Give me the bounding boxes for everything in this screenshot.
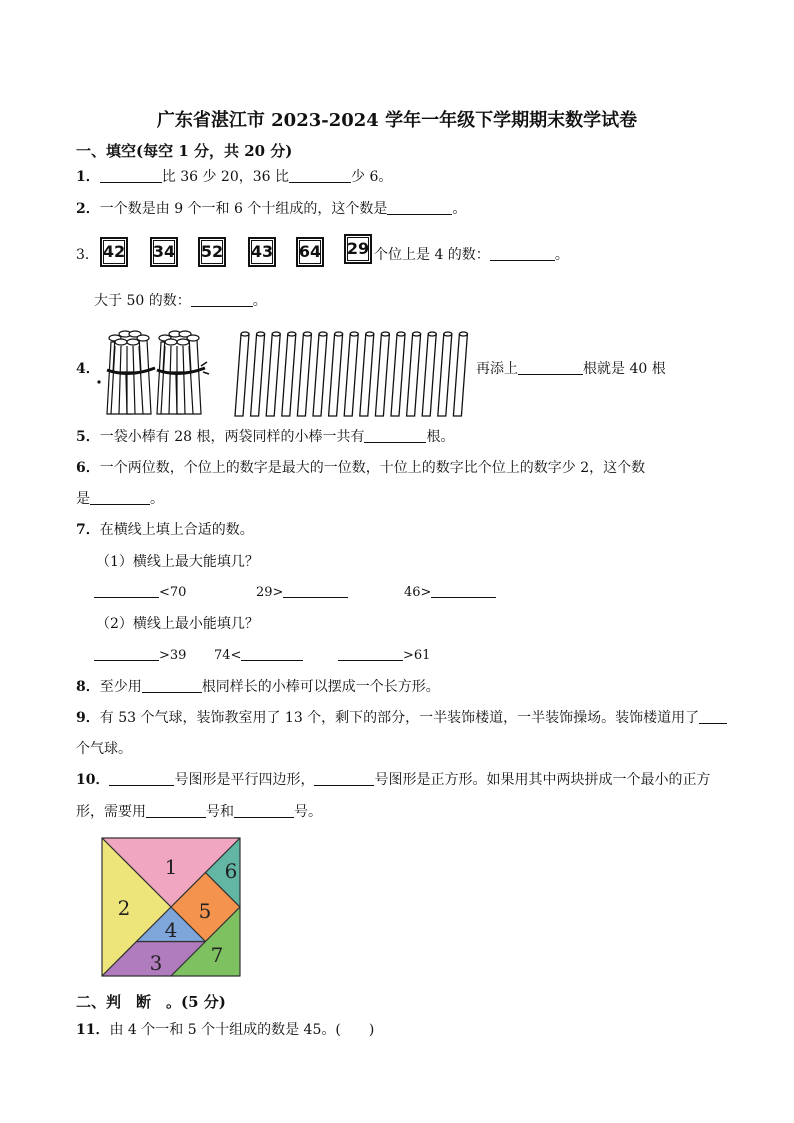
answer-blank[interactable] (146, 803, 206, 818)
stick-icon (266, 334, 280, 416)
question-text: 少 6。 (351, 169, 393, 185)
question-text: 有 53 个气球，装饰教室用了 13 个，剩下的部分，一半装饰楼道，一半装饰操场。装饰楼道用了 (99, 710, 700, 726)
question-number: 2． (76, 201, 100, 217)
question-text: 一个数是由 9 个一和 6 个十组成的，这个数是 (99, 201, 388, 217)
stick-icon (313, 334, 327, 416)
question-9-line-1 (76, 707, 727, 727)
number-card: 43 (248, 237, 276, 267)
tangram-label: 5 (198, 899, 212, 923)
question-6-line-2 (76, 488, 164, 508)
number-card: 64 (296, 237, 324, 267)
question-7-part-2: （2）横线上最小能填几？ (96, 616, 259, 632)
answer-blank[interactable] (109, 771, 174, 786)
answer-blank[interactable] (142, 678, 202, 693)
question-7-item (404, 583, 496, 600)
answer-blank[interactable] (191, 292, 253, 307)
answer-blank[interactable] (94, 646, 159, 661)
tangram-label: 6 (224, 859, 238, 883)
stick-icon (453, 334, 467, 416)
question-text: 在横线上填上合适的数。 (99, 522, 254, 538)
question-number: 10． (76, 772, 110, 788)
answer-blank[interactable] (431, 583, 496, 598)
question-text: 由 4 个一和 5 个十组成的数是 45。( ) (109, 1022, 375, 1038)
answer-blank[interactable] (387, 200, 452, 215)
stick-bundles-illustration (95, 322, 480, 420)
comparison-text: 74< (214, 648, 242, 663)
stick-icon (344, 334, 358, 416)
section-1-heading: 一、填空(每空 1 分，共 20 分) (76, 142, 293, 160)
question-9-line-2: 个气球。 (76, 741, 132, 757)
stick-icon (407, 334, 421, 416)
question-text: 。 (150, 491, 164, 507)
answer-blank[interactable] (283, 583, 348, 598)
question-number: 5． (76, 429, 100, 445)
question-text: 一袋小棒有 28 根，两袋同样的小棒一共有 (99, 429, 365, 445)
tangram-figure (98, 834, 246, 984)
question-number: 8． (76, 679, 100, 695)
question-11 (76, 1019, 374, 1039)
answer-blank[interactable] (338, 646, 403, 661)
question-6-line-1 (76, 457, 645, 477)
stick-icon (282, 334, 296, 416)
question-text: 号和 (206, 804, 234, 820)
answer-blank[interactable] (94, 583, 159, 598)
answer-blank[interactable] (241, 646, 303, 661)
question-number: 1． (76, 169, 100, 185)
question-text: 号。 (294, 804, 322, 820)
question-10-line-1 (76, 769, 710, 789)
comparison-text: 46> (404, 585, 432, 600)
question-7-item (214, 646, 303, 663)
number-card: 29 (344, 234, 372, 264)
question-text: 至少用 (99, 679, 142, 695)
stick-icon (422, 334, 436, 416)
tangram-label: 3 (149, 951, 163, 975)
page-title: 广东省湛江市 2023-2024 学年一年级下学期期末数学试卷 (156, 110, 638, 131)
question-text: 根同样长的小棒可以摆成一个长方形。 (201, 679, 440, 695)
question-5 (76, 426, 454, 446)
loose-sticks-icon (235, 332, 467, 416)
number-card: 34 (150, 237, 178, 267)
question-text: 。 (252, 293, 267, 309)
tangram-label: 7 (210, 943, 224, 967)
answer-blank[interactable] (699, 709, 727, 724)
question-number: 9． (76, 710, 100, 726)
answer-blank[interactable] (234, 803, 294, 818)
question-3-part-a (374, 244, 569, 264)
question-text: 大于 50 的数： (94, 293, 191, 309)
question-7-item (256, 583, 348, 600)
question-text: 根就是 40 根 (583, 361, 666, 377)
tangram-label: 4 (164, 918, 178, 942)
question-7-item (338, 646, 430, 663)
tangram-label: 2 (117, 896, 131, 920)
question-text: 形，需要用 (76, 804, 146, 820)
stick-icon (360, 334, 374, 416)
answer-blank[interactable] (314, 771, 374, 786)
question-text: 是 (76, 491, 90, 507)
tangram-label: 1 (164, 855, 178, 879)
question-3-number: 3． (76, 247, 99, 263)
question-3-part-b (94, 290, 267, 310)
question-number: 6． (76, 460, 100, 476)
section-2-heading: 二、判 断 。(5 分) (76, 993, 226, 1011)
comparison-text: >39 (159, 648, 187, 663)
question-7-item (94, 583, 186, 600)
answer-blank[interactable] (90, 490, 150, 505)
question-text: 个位上是 4 的数： (374, 247, 490, 263)
comparison-text: >61 (403, 648, 431, 663)
question-text: 根。 (426, 429, 455, 445)
stick-icon (329, 334, 343, 416)
question-10-line-2 (76, 801, 322, 821)
question-7 (76, 519, 254, 539)
question-4-number: 4． (76, 361, 100, 377)
stick-icon (391, 334, 405, 416)
stick-icon (235, 334, 249, 416)
question-7-item (94, 646, 186, 663)
question-text: 。 (452, 201, 467, 217)
question-4-text (476, 358, 666, 378)
stick-icon (297, 334, 311, 416)
question-text: 比 36 少 20，36 比 (161, 169, 289, 185)
question-1 (76, 166, 392, 186)
question-text: 号图形是正方形。如果用其中两块拼成一个最小的正方 (374, 772, 711, 788)
answer-blank[interactable] (289, 168, 351, 183)
answer-blank[interactable] (100, 168, 162, 183)
number-card: 52 (198, 237, 226, 267)
question-8 (76, 676, 440, 696)
stick-icon (251, 334, 265, 416)
number-card: 42 (100, 237, 128, 267)
answer-blank[interactable] (364, 428, 426, 443)
bundle-of-ten-icon (157, 331, 209, 414)
comparison-text: 29> (256, 585, 284, 600)
comparison-text: <70 (159, 585, 187, 600)
question-7-part-1: （1）横线上最大能填几？ (96, 554, 259, 570)
stick-icon (375, 334, 389, 416)
answer-blank[interactable] (490, 246, 555, 261)
question-2 (76, 198, 466, 218)
answer-blank[interactable] (518, 360, 583, 375)
question-text: 。 (554, 247, 569, 263)
stick-icon (438, 334, 452, 416)
question-text: 再添上 (476, 361, 518, 377)
bundle-of-ten-icon (107, 331, 155, 414)
question-number: 7． (76, 522, 100, 538)
question-text: 号图形是平行四边形， (174, 772, 315, 788)
question-text: 一个两位数，个位上的数字是最大的一位数，十位上的数字比个位上的数字少 2，这个数 (99, 460, 646, 476)
question-number: 11． (76, 1022, 110, 1038)
